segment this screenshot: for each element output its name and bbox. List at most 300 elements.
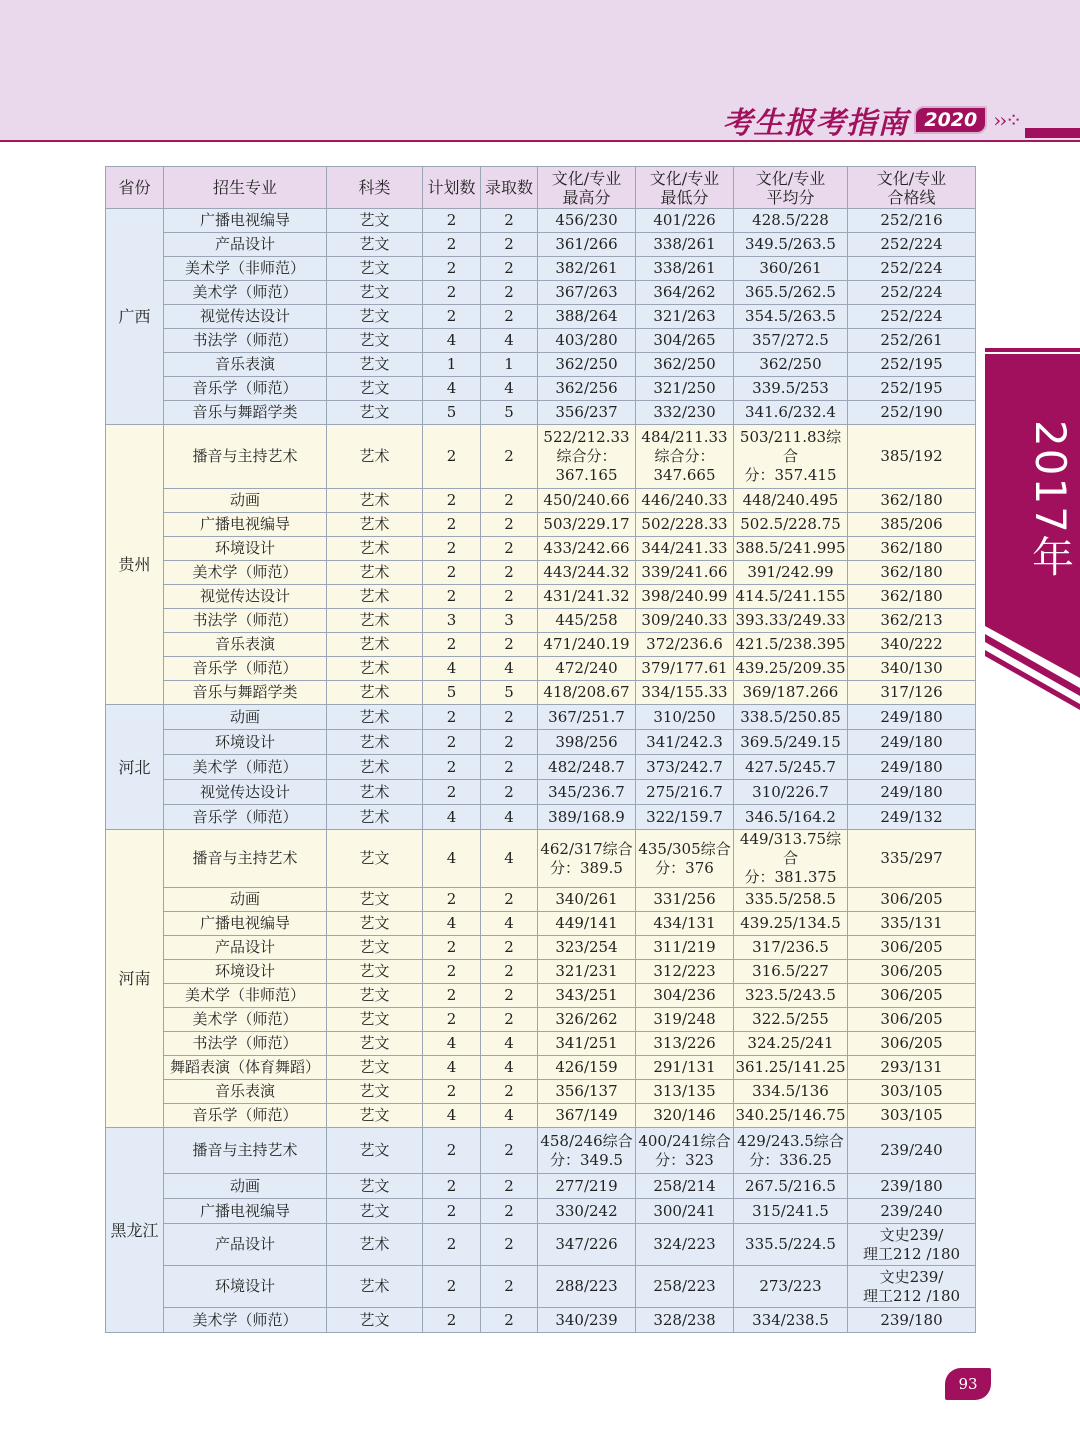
table-row bbox=[106, 401, 976, 425]
table-cell: 315/241.5 bbox=[734, 1199, 848, 1224]
table-cell: 4 bbox=[423, 657, 481, 681]
table-cell: 艺术 bbox=[327, 585, 423, 609]
table-cell: 艺术 bbox=[327, 705, 423, 730]
table-cell: 2 bbox=[423, 888, 481, 912]
table-cell: 艺文 bbox=[327, 830, 423, 888]
table-row bbox=[106, 305, 976, 329]
table-cell: 2 bbox=[481, 780, 538, 805]
table-cell: 362/250 bbox=[734, 353, 848, 377]
table-cell: 449/141 bbox=[538, 912, 636, 936]
table-cell: 252/195 bbox=[848, 353, 976, 377]
table-cell: 369.5/249.15 bbox=[734, 730, 848, 755]
table-cell: 艺术 bbox=[327, 805, 423, 830]
table-row bbox=[106, 888, 976, 912]
table-cell: 2 bbox=[481, 960, 538, 984]
table-cell: 音乐与舞蹈学类 bbox=[164, 401, 327, 425]
column-header: 省份 bbox=[106, 167, 164, 209]
table-row bbox=[106, 780, 976, 805]
table-row bbox=[106, 585, 976, 609]
table-cell: 340/239 bbox=[538, 1308, 636, 1333]
table-cell: 2 bbox=[423, 1080, 481, 1104]
header-title: 考生报考指南 bbox=[722, 106, 909, 141]
table-cell: 369/187.266 bbox=[734, 681, 848, 705]
table-cell: 502/228.33 bbox=[636, 513, 734, 537]
table-cell: 249/180 bbox=[848, 755, 976, 780]
table-cell: 艺文 bbox=[327, 912, 423, 936]
table-cell: 广播电视编导 bbox=[164, 513, 327, 537]
table-cell: 391/242.99 bbox=[734, 561, 848, 585]
table-cell: 306/205 bbox=[848, 1008, 976, 1032]
table-cell: 音乐学（师范） bbox=[164, 657, 327, 681]
table-cell: 音乐学（师范） bbox=[164, 377, 327, 401]
table-cell: 4 bbox=[481, 657, 538, 681]
table-cell: 5 bbox=[481, 681, 538, 705]
table-cell: 252/190 bbox=[848, 401, 976, 425]
table-cell: 艺术 bbox=[327, 425, 423, 489]
province-cell: 河北 bbox=[106, 705, 164, 830]
table-cell: 2 bbox=[481, 888, 538, 912]
table-cell: 书法学（师范） bbox=[164, 1032, 327, 1056]
table-cell: 音乐与舞蹈学类 bbox=[164, 681, 327, 705]
table-cell: 357/272.5 bbox=[734, 329, 848, 353]
table-cell: 328/238 bbox=[636, 1308, 734, 1333]
table-cell: 249/180 bbox=[848, 780, 976, 805]
table-cell: 4 bbox=[423, 1056, 481, 1080]
table-cell: 362/180 bbox=[848, 537, 976, 561]
table-cell: 349.5/263.5 bbox=[734, 233, 848, 257]
table-cell: 339/241.66 bbox=[636, 561, 734, 585]
table-cell: 2 bbox=[423, 1008, 481, 1032]
arrow-dots-icon: ››⁘ bbox=[993, 108, 1020, 132]
table-cell: 275/216.7 bbox=[636, 780, 734, 805]
table-cell: 303/105 bbox=[848, 1080, 976, 1104]
table-cell: 338/261 bbox=[636, 257, 734, 281]
table-row bbox=[106, 257, 976, 281]
table-cell: 4 bbox=[423, 377, 481, 401]
table-cell: 324.25/241 bbox=[734, 1032, 848, 1056]
table-cell: 252/195 bbox=[848, 377, 976, 401]
table-cell: 310/226.7 bbox=[734, 780, 848, 805]
table-cell: 324/223 bbox=[636, 1224, 734, 1266]
table-cell: 249/132 bbox=[848, 805, 976, 830]
table-row bbox=[106, 353, 976, 377]
table-cell: 3 bbox=[423, 609, 481, 633]
table-cell: 340/261 bbox=[538, 888, 636, 912]
table-cell: 239/180 bbox=[848, 1308, 976, 1333]
table-row bbox=[106, 377, 976, 401]
table-cell: 广播电视编导 bbox=[164, 1199, 327, 1224]
column-header: 科类 bbox=[327, 167, 423, 209]
table-cell: 艺文 bbox=[327, 1128, 423, 1174]
table-row bbox=[106, 209, 976, 233]
column-header: 计划数 bbox=[423, 167, 481, 209]
province-cell: 广西 bbox=[106, 209, 164, 425]
province-cell: 河南 bbox=[106, 830, 164, 1128]
table-cell: 323/254 bbox=[538, 936, 636, 960]
table-row bbox=[106, 681, 976, 705]
table-cell: 331/256 bbox=[636, 888, 734, 912]
table-cell: 2 bbox=[481, 537, 538, 561]
table-cell: 视觉传达设计 bbox=[164, 780, 327, 805]
table-cell: 4 bbox=[423, 830, 481, 888]
table-cell: 2 bbox=[423, 209, 481, 233]
table-cell: 1 bbox=[481, 353, 538, 377]
table-cell: 306/205 bbox=[848, 888, 976, 912]
table-cell: 239/240 bbox=[848, 1128, 976, 1174]
table-cell: 2 bbox=[481, 1199, 538, 1224]
table-cell: 306/205 bbox=[848, 984, 976, 1008]
table-cell: 广播电视编导 bbox=[164, 209, 327, 233]
table-cell: 364/262 bbox=[636, 281, 734, 305]
table-cell: 252/224 bbox=[848, 257, 976, 281]
table-cell: 310/250 bbox=[636, 705, 734, 730]
table-cell: 美术学（师范） bbox=[164, 1008, 327, 1032]
table-cell: 5 bbox=[423, 401, 481, 425]
table-cell: 5 bbox=[423, 681, 481, 705]
table-cell: 2 bbox=[481, 489, 538, 513]
table-cell: 345/236.7 bbox=[538, 780, 636, 805]
table-cell: 艺文 bbox=[327, 1056, 423, 1080]
table-cell: 2 bbox=[481, 1308, 538, 1333]
page-number: 93 bbox=[945, 1368, 991, 1400]
table-cell: 2 bbox=[423, 705, 481, 730]
table-row bbox=[106, 233, 976, 257]
table-cell: 482/248.7 bbox=[538, 755, 636, 780]
table-cell: 288/223 bbox=[538, 1266, 636, 1308]
table-row bbox=[106, 755, 976, 780]
table-cell: 258/223 bbox=[636, 1266, 734, 1308]
table-cell: 306/205 bbox=[848, 960, 976, 984]
table-cell: 2 bbox=[423, 257, 481, 281]
table-cell: 4 bbox=[481, 377, 538, 401]
table-cell: 音乐表演 bbox=[164, 1080, 327, 1104]
table-cell: 2 bbox=[423, 585, 481, 609]
table-cell: 艺文 bbox=[327, 377, 423, 401]
table-cell: 335.5/258.5 bbox=[734, 888, 848, 912]
table-cell: 472/240 bbox=[538, 657, 636, 681]
table-cell: 动画 bbox=[164, 489, 327, 513]
table-cell: 338.5/250.85 bbox=[734, 705, 848, 730]
table-cell: 273/223 bbox=[734, 1266, 848, 1308]
table-cell: 427.5/245.7 bbox=[734, 755, 848, 780]
table-cell: 艺文 bbox=[327, 353, 423, 377]
table-cell: 306/205 bbox=[848, 936, 976, 960]
table-cell: 2 bbox=[481, 1080, 538, 1104]
table-row bbox=[106, 561, 976, 585]
table-cell: 艺文 bbox=[327, 1104, 423, 1128]
table-cell: 2 bbox=[481, 561, 538, 585]
table-cell: 艺术 bbox=[327, 1224, 423, 1266]
province-cell: 贵州 bbox=[106, 425, 164, 705]
table-cell: 367/149 bbox=[538, 1104, 636, 1128]
side-tab-year: 2017年 bbox=[1026, 420, 1075, 579]
table-cell: 2 bbox=[481, 233, 538, 257]
table-cell: 环境设计 bbox=[164, 730, 327, 755]
table-cell: 2 bbox=[481, 730, 538, 755]
table-cell: 4 bbox=[481, 1104, 538, 1128]
column-header: 文化/专业 最低分 bbox=[636, 167, 734, 209]
column-header: 文化/专业 平均分 bbox=[734, 167, 848, 209]
table-cell: 239/180 bbox=[848, 1174, 976, 1199]
table-cell: 2 bbox=[481, 257, 538, 281]
table-cell: 361/266 bbox=[538, 233, 636, 257]
table-cell: 300/241 bbox=[636, 1199, 734, 1224]
table-cell: 362/180 bbox=[848, 561, 976, 585]
table-cell: 502.5/228.75 bbox=[734, 513, 848, 537]
table-cell: 4 bbox=[423, 912, 481, 936]
table-cell: 艺术 bbox=[327, 657, 423, 681]
table-cell: 445/258 bbox=[538, 609, 636, 633]
table-cell: 美术学（师范） bbox=[164, 755, 327, 780]
side-tab-line bbox=[985, 352, 1080, 354]
table-cell: 340.25/146.75 bbox=[734, 1104, 848, 1128]
table-cell: 环境设计 bbox=[164, 960, 327, 984]
table-cell: 4 bbox=[481, 1056, 538, 1080]
table-cell: 434/131 bbox=[636, 912, 734, 936]
table-cell: 340/130 bbox=[848, 657, 976, 681]
table-cell: 362/250 bbox=[636, 353, 734, 377]
table-cell: 362/180 bbox=[848, 489, 976, 513]
table-cell: 艺文 bbox=[327, 1032, 423, 1056]
table-cell: 文史239/ 理工212 /180 bbox=[848, 1266, 976, 1308]
table-cell: 398/240.99 bbox=[636, 585, 734, 609]
table-cell: 2 bbox=[481, 633, 538, 657]
table-cell: 播音与主持艺术 bbox=[164, 830, 327, 888]
table-row bbox=[106, 609, 976, 633]
table-cell: 舞蹈表演（体育舞蹈） bbox=[164, 1056, 327, 1080]
table-cell: 322/159.7 bbox=[636, 805, 734, 830]
table-cell: 艺文 bbox=[327, 209, 423, 233]
table-cell: 美术学（师范） bbox=[164, 1308, 327, 1333]
table-cell: 446/240.33 bbox=[636, 489, 734, 513]
column-header: 文化/专业 最高分 bbox=[538, 167, 636, 209]
table-cell: 书法学（师范） bbox=[164, 329, 327, 353]
table-cell: 339.5/253 bbox=[734, 377, 848, 401]
table-cell: 462/317综合 分：389.5 bbox=[538, 830, 636, 888]
table-cell: 3 bbox=[481, 609, 538, 633]
table-cell: 美术学（师范） bbox=[164, 561, 327, 585]
table-cell: 艺文 bbox=[327, 1174, 423, 1199]
table-cell: 动画 bbox=[164, 888, 327, 912]
table-cell: 326/262 bbox=[538, 1008, 636, 1032]
table-cell: 319/248 bbox=[636, 1008, 734, 1032]
column-header: 招生专业 bbox=[164, 167, 327, 209]
side-tab-stripes bbox=[985, 618, 1080, 718]
table-row bbox=[106, 984, 976, 1008]
table-cell: 4 bbox=[481, 830, 538, 888]
table-cell: 视觉传达设计 bbox=[164, 305, 327, 329]
table-cell: 321/250 bbox=[636, 377, 734, 401]
table-cell: 344/241.33 bbox=[636, 537, 734, 561]
table-cell: 音乐学（师范） bbox=[164, 1104, 327, 1128]
table-cell: 2 bbox=[481, 209, 538, 233]
table-cell: 258/214 bbox=[636, 1174, 734, 1199]
table-cell: 2 bbox=[423, 281, 481, 305]
table-cell: 2 bbox=[423, 561, 481, 585]
table-cell: 2 bbox=[423, 233, 481, 257]
table-cell: 4 bbox=[423, 1104, 481, 1128]
table-cell: 341/251 bbox=[538, 1032, 636, 1056]
table-cell: 414.5/241.155 bbox=[734, 585, 848, 609]
table-cell: 艺文 bbox=[327, 233, 423, 257]
table-cell: 艺文 bbox=[327, 888, 423, 912]
table-cell: 艺文 bbox=[327, 936, 423, 960]
table-cell: 252/261 bbox=[848, 329, 976, 353]
table-row bbox=[106, 329, 976, 353]
table-cell: 2 bbox=[481, 1174, 538, 1199]
table-cell: 2 bbox=[481, 1266, 538, 1308]
table-cell: 252/224 bbox=[848, 305, 976, 329]
table-cell: 4 bbox=[423, 1032, 481, 1056]
table-cell: 340/222 bbox=[848, 633, 976, 657]
table-cell: 398/256 bbox=[538, 730, 636, 755]
table-cell: 317/236.5 bbox=[734, 936, 848, 960]
table-cell: 美术学（非师范） bbox=[164, 984, 327, 1008]
table-cell: 372/236.6 bbox=[636, 633, 734, 657]
table-cell: 393.33/249.33 bbox=[734, 609, 848, 633]
table-cell: 367/251.7 bbox=[538, 705, 636, 730]
header-accent-bar bbox=[1025, 128, 1080, 138]
table-cell: 2 bbox=[423, 1199, 481, 1224]
table-cell: 335/297 bbox=[848, 830, 976, 888]
table-cell: 2 bbox=[481, 305, 538, 329]
table-cell: 2 bbox=[481, 1128, 538, 1174]
table-cell: 动画 bbox=[164, 1174, 327, 1199]
table-cell: 426/159 bbox=[538, 1056, 636, 1080]
table-cell: 产品设计 bbox=[164, 936, 327, 960]
table-cell: 373/242.7 bbox=[636, 755, 734, 780]
table-row bbox=[106, 1056, 976, 1080]
table-cell: 2 bbox=[423, 755, 481, 780]
table-cell: 249/180 bbox=[848, 730, 976, 755]
table-cell: 421.5/238.395 bbox=[734, 633, 848, 657]
table-cell: 2 bbox=[423, 633, 481, 657]
table-cell: 388/264 bbox=[538, 305, 636, 329]
table-cell: 304/236 bbox=[636, 984, 734, 1008]
table-cell: 2 bbox=[423, 1224, 481, 1266]
table-cell: 动画 bbox=[164, 705, 327, 730]
table-cell: 音乐表演 bbox=[164, 353, 327, 377]
table-cell: 艺文 bbox=[327, 1308, 423, 1333]
table-cell: 323.5/243.5 bbox=[734, 984, 848, 1008]
table-cell: 2 bbox=[423, 537, 481, 561]
table-cell: 2 bbox=[423, 960, 481, 984]
table-cell: 365.5/262.5 bbox=[734, 281, 848, 305]
table-cell: 艺文 bbox=[327, 281, 423, 305]
table-row bbox=[106, 1080, 976, 1104]
table-cell: 431/241.32 bbox=[538, 585, 636, 609]
table-cell: 361.25/141.25 bbox=[734, 1056, 848, 1080]
table-cell: 304/265 bbox=[636, 329, 734, 353]
table-cell: 2 bbox=[423, 936, 481, 960]
table-cell: 2 bbox=[481, 755, 538, 780]
table-cell: 362/256 bbox=[538, 377, 636, 401]
table-cell: 艺术 bbox=[327, 755, 423, 780]
table-cell: 2 bbox=[481, 513, 538, 537]
table-cell: 艺术 bbox=[327, 513, 423, 537]
table-cell: 503/211.83综合 分：357.415 bbox=[734, 425, 848, 489]
table-cell: 334/238.5 bbox=[734, 1308, 848, 1333]
table-cell: 418/208.67 bbox=[538, 681, 636, 705]
table-cell: 362/250 bbox=[538, 353, 636, 377]
table-cell: 362/213 bbox=[848, 609, 976, 633]
table-cell: 356/137 bbox=[538, 1080, 636, 1104]
table-row bbox=[106, 537, 976, 561]
table-cell: 367/263 bbox=[538, 281, 636, 305]
table-cell: 439.25/209.35 bbox=[734, 657, 848, 681]
table-cell: 艺术 bbox=[327, 780, 423, 805]
table-cell: 艺文 bbox=[327, 305, 423, 329]
table-row bbox=[106, 830, 976, 888]
table-cell: 400/241综合 分：323 bbox=[636, 1128, 734, 1174]
table-cell: 艺文 bbox=[327, 257, 423, 281]
table-cell: 321/263 bbox=[636, 305, 734, 329]
table-cell: 334.5/136 bbox=[734, 1080, 848, 1104]
province-cell: 黑龙江 bbox=[106, 1128, 164, 1333]
table-cell: 2 bbox=[423, 1128, 481, 1174]
table-cell: 435/305综合 分：376 bbox=[636, 830, 734, 888]
table-cell: 448/240.495 bbox=[734, 489, 848, 513]
table-cell: 2 bbox=[481, 425, 538, 489]
table-row bbox=[106, 281, 976, 305]
table-row bbox=[106, 513, 976, 537]
table-cell: 346.5/164.2 bbox=[734, 805, 848, 830]
table-row bbox=[106, 730, 976, 755]
table-row bbox=[106, 1128, 976, 1174]
table-cell: 471/240.19 bbox=[538, 633, 636, 657]
table-cell: 1 bbox=[423, 353, 481, 377]
table-cell: 书法学（师范） bbox=[164, 609, 327, 633]
table-cell: 艺文 bbox=[327, 1080, 423, 1104]
table-cell: 347/226 bbox=[538, 1224, 636, 1266]
table-cell: 2 bbox=[423, 1174, 481, 1199]
table-cell: 艺文 bbox=[327, 401, 423, 425]
table-cell: 321/231 bbox=[538, 960, 636, 984]
table-cell: 艺术 bbox=[327, 609, 423, 633]
table-cell: 320/146 bbox=[636, 1104, 734, 1128]
table-cell: 2 bbox=[423, 1266, 481, 1308]
table-cell: 267.5/216.5 bbox=[734, 1174, 848, 1199]
table-row bbox=[106, 657, 976, 681]
table-cell: 产品设计 bbox=[164, 1224, 327, 1266]
table-row bbox=[106, 1266, 976, 1308]
table-cell: 艺文 bbox=[327, 984, 423, 1008]
column-header: 文化/专业 合格线 bbox=[848, 167, 976, 209]
table-cell: 艺文 bbox=[327, 960, 423, 984]
table-cell: 艺文 bbox=[327, 329, 423, 353]
table-cell: 341/242.3 bbox=[636, 730, 734, 755]
table-cell: 317/126 bbox=[848, 681, 976, 705]
table-cell: 356/237 bbox=[538, 401, 636, 425]
table-cell: 332/230 bbox=[636, 401, 734, 425]
table-cell: 音乐表演 bbox=[164, 633, 327, 657]
admission-score-table bbox=[105, 166, 976, 1333]
table-cell: 456/230 bbox=[538, 209, 636, 233]
table-cell: 239/240 bbox=[848, 1199, 976, 1224]
table-cell: 330/242 bbox=[538, 1199, 636, 1224]
table-cell: 385/206 bbox=[848, 513, 976, 537]
table-cell: 艺术 bbox=[327, 681, 423, 705]
table-cell: 428.5/228 bbox=[734, 209, 848, 233]
table-cell: 450/240.66 bbox=[538, 489, 636, 513]
table-cell: 401/226 bbox=[636, 209, 734, 233]
table-row bbox=[106, 1199, 976, 1224]
table-cell: 艺术 bbox=[327, 1266, 423, 1308]
table-cell: 382/261 bbox=[538, 257, 636, 281]
table-cell: 403/280 bbox=[538, 329, 636, 353]
table-cell: 322.5/255 bbox=[734, 1008, 848, 1032]
table-cell: 312/223 bbox=[636, 960, 734, 984]
